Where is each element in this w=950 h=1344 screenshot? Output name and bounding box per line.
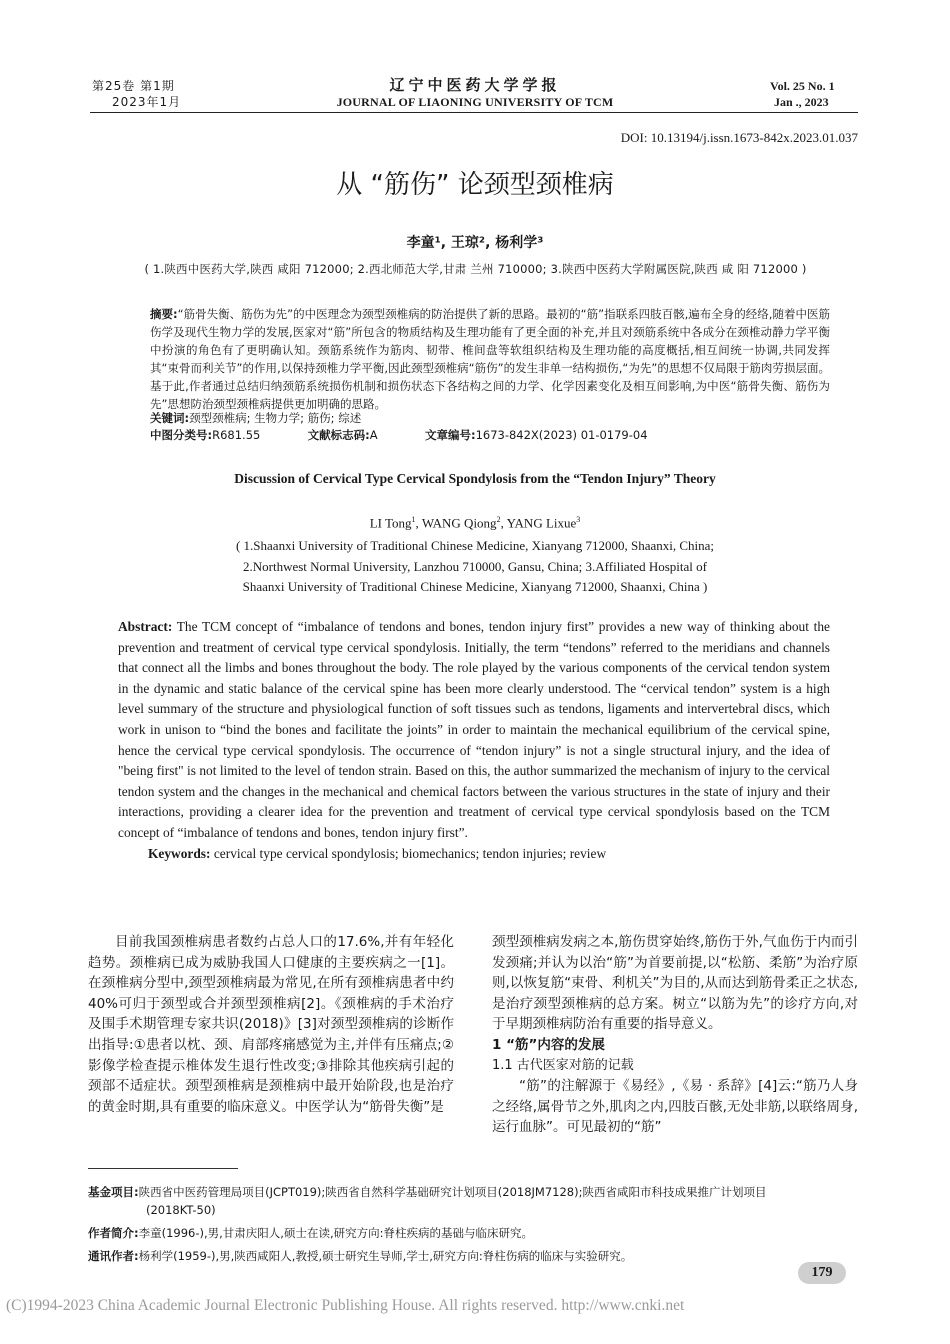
keywords-cn <box>150 409 830 427</box>
author-2: WANG Qiong <box>421 515 497 531</box>
affiliation-en-line: Shaanxi University of Traditional Chinese Medicine, Xianyang 712000, Shaanxi, China ) <box>242 579 708 594</box>
author-3-sup: 3 <box>576 515 581 524</box>
affiliations-en <box>0 536 950 598</box>
clc-value: R681.55 <box>212 428 261 442</box>
abstract-cn <box>150 305 830 413</box>
affiliation-en-line: 2.Northwest Normal University, Lanzhou 710000, Gansu, China; 3.Affiliated Hospital of <box>243 558 707 574</box>
journal-masthead <box>300 76 650 110</box>
footnote-funding <box>88 1183 864 1219</box>
abstract-en <box>118 617 830 864</box>
abstract-en-label: Abstract: <box>118 619 173 634</box>
date-en: Jan ., 2023 <box>774 95 829 109</box>
author-bio-label: 作者简介: <box>88 1226 139 1240</box>
doc-code-value: A <box>369 428 378 442</box>
keywords-cn-label: 关键词: <box>150 411 190 425</box>
abstract-en-text: The TCM concept of “imbalance of tendons and bones, tendon injury first” provides a new way of thinking about the prevention and treatment of cervical type cervical spondylosis. Initially, the term “tendons” referred to the meridians and channels that connect all the limbs and bones throughout the body. The role played by the various components of the cervical tendon system in the dynamic and static balance of the cervical spine has been more clearly understood. The “cervical tendon” system is a high level summary of the structure and physiological function of soft tissues such as tendons, ligaments and intervertebral discs, which work in unison to “bind the bones and facilitate the joints” in order to maintain the mechanical equilibrium of the cervical spine, hence the cervical type cervical spondylosis. The occurrence of “tendon injury” is not a single structural injury, and the idea of "being first" is not limited to the level of tendon strain. Based on this, the author summarized the mechanism of injury to the cervical tendon system and the changes in the mechanical and chemical factors between the various structures in the state of injury and their interactions, providing a clearer idea for the prevention and treatment of cervical type cervical spondylosis based on the TCM concept of “imbalance of tendons and bones, tendon injury first”. <box>118 619 830 840</box>
volume-issue-en: Vol. 25 No. 1 <box>770 79 835 93</box>
body-column-right <box>492 932 858 1138</box>
body-paragraph: “筋”的注解源于《易经》,《易 · 系辞》[4]云:“筋乃人身之经络,属骨节之外,肌肉之内,四肢百骸,无处非筋,以联络周身,运行血脉”。可见最初的“筋” <box>492 1078 858 1136</box>
journal-name-cn: 辽宁中医药大学学报 <box>389 76 561 94</box>
affiliation-en-line: ( 1.Shaanxi University of Traditional Chinese Medicine, Xianyang 712000, Shaanxi, China; <box>235 538 715 553</box>
header-volume-en <box>770 78 835 110</box>
funding-label: 基金项目: <box>88 1185 139 1199</box>
doc-code-label: 文献标志码: <box>307 428 370 442</box>
corresponding-text: 杨利学(1959-),男,陕西咸阳人,教授,硕士研究生导师,学士,研究方向:脊柱伤病的临床与实验研究。 <box>138 1249 633 1263</box>
keywords-en-label: Keywords: <box>148 845 211 861</box>
author-3: YANG Lixue <box>506 515 577 531</box>
footnote-author <box>88 1224 864 1242</box>
author-1-sup: 1 <box>411 515 416 524</box>
paper-title: 从 “筋伤” 论颈型颈椎病 <box>336 170 614 200</box>
section-heading: 1 “筋”内容的发展 <box>492 1036 605 1053</box>
footnotes <box>88 1183 864 1270</box>
footnote-divider <box>88 1168 238 1169</box>
article-no-value: 1673-842X(2023) 01-0179-04 <box>475 428 648 442</box>
funding-text: 陕西省中医药管理局项目(JCPT019);陕西省自然科学基础研究计划项目(2018JM7128);陕西省咸阳市科技成果推广计划项目 <box>138 1185 767 1199</box>
body-paragraph: 目前我国颈椎病患者数约占总人口的17.6%,并有年轻化趋势。颈椎病已成为威胁我国人口健康的主要疾病之一[1]。在颈椎病分型中,颈型颈椎病最为常见,在所有颈椎病患者中约40%可归于颈型或合并颈型颈椎病[2]。《颈椎病的手术治疗及围手术期管理专家共识(2018)》[3]对颈型颈椎病的诊断作出指导:①患者以枕、颈、肩部疼痛感觉为主,并伴有压痛点;②影像学检查提示椎体发生退行性改变;③排除其他疾病引起的颈部不适症状。颈型颈椎病是颈椎病中最开始阶段,也是治疗的黄金时期,具有重要的临床意义。中医学认为“筋骨失衡”是 <box>88 934 454 1115</box>
corresponding-label: 通讯作者: <box>88 1249 139 1263</box>
body-paragraph: 颈型颈椎病发病之本,筋伤贯穿始终,筋伤于外,气血伤于内而引发颈痛;并认为以治“筋”为首要前提,以“松筋、柔筋”为治疗原则,以恢复筋“束骨、利机关”为目的,从而达到筋骨柔正之状态,是治疗颈型颈椎病的总方案。树立“以筋为先”的诊疗方向,对于早期颈椎病防治有重要的指导意义。 <box>492 934 858 1033</box>
article-no-label: 文章编号: <box>424 428 476 442</box>
author-2-sup: 2 <box>496 515 501 524</box>
abstract-cn-label: 摘要: <box>150 307 178 321</box>
keywords-en-text: cervical type cervical spondylosis; biomechanics; tendon injuries; review <box>213 845 607 861</box>
affiliations-cn: ( 1.陕西中医药大学,陕西 咸阳 712000; 2.西北师范大学,甘肃 兰州 710000; 3.陕西中医药大学附属医院,陕西 咸 阳 712000 ) <box>144 262 807 276</box>
authors-en: LI Tong$^1$, WANG Qiong$^2$, YANG Lixue$^3$ <box>369 515 581 531</box>
page-number-badge: 179 <box>798 1262 846 1284</box>
header-divider <box>90 112 858 113</box>
doi[interactable]: DOI: 10.13194/j.issn.1673-842x.2023.01.037 <box>620 130 858 145</box>
authors-cn: 李童¹, 王琼², 杨利学³ <box>406 235 544 251</box>
abstract-cn-text: “筋骨失衡、筋伤为先”的中医理念为颈型颈椎病的防治提供了新的思路。最初的“筋”指联系四肢百骸,遍布全身的经络,随着中医筋伤学及现代生物力学的发展,医家对“筋”所包含的物质结构及生理功能有了更全面的补充,并且对颈筋系统中各成分在颈椎动静力学平衡中扮演的角色有了更明确认知。颈筋系统作为筋肉、韧带、椎间盘等软组织结构及生理功能的高度概括,相互间统一协调,共同发挥其“束骨而利关节”的作用,以保持颈椎力学平衡,因此颈型颈椎病“筋伤”的发生非单一结构损伤,“为先”的思想不仅局限于筋肉劳损层面。基于此,作者通过总结归纳颈筋系统损伤机制和损伤状态下各结构之间的力学、化学因素变化及相互间影响,为中医“筋骨失衡、筋伤为先”思想防治颈型颈椎病提供更加明确的思路。 <box>150 307 830 411</box>
classification-line <box>150 426 850 444</box>
footnote-corresponding <box>88 1247 864 1265</box>
clc-label: 中图分类号: <box>150 428 213 442</box>
subsection-heading: 1.1 古代医家对筋的记载 <box>492 1057 634 1073</box>
author-1: LI Tong <box>369 515 412 531</box>
copyright-watermark: (C)1994-2023 China Academic Journal Electronic Publishing House. All rights reserved. http://www.cnki.net <box>6 1297 685 1314</box>
body-column-left <box>88 932 454 1117</box>
journal-name-en: JOURNAL OF LIAONING UNIVERSITY OF TCM <box>336 95 614 109</box>
author-bio-text: 李童(1996-),男,甘肃庆阳人,硕士在读,研究方向:脊柱疾病的基础与临床研究。 <box>138 1226 533 1240</box>
date-cn: 2023年1月 <box>112 95 182 109</box>
volume-issue-cn: 第25卷 第1期 <box>92 79 175 93</box>
funding-text-cont: (2018KT-50) <box>146 1203 216 1217</box>
header-volume-cn <box>92 78 181 110</box>
paper-title-en: Discussion of Cervical Type Cervical Spondylosis from the “Tendon Injury” Theory <box>234 471 716 486</box>
keywords-cn-text: 颈型颈椎病; 生物力学; 筋伤; 综述 <box>189 411 362 425</box>
